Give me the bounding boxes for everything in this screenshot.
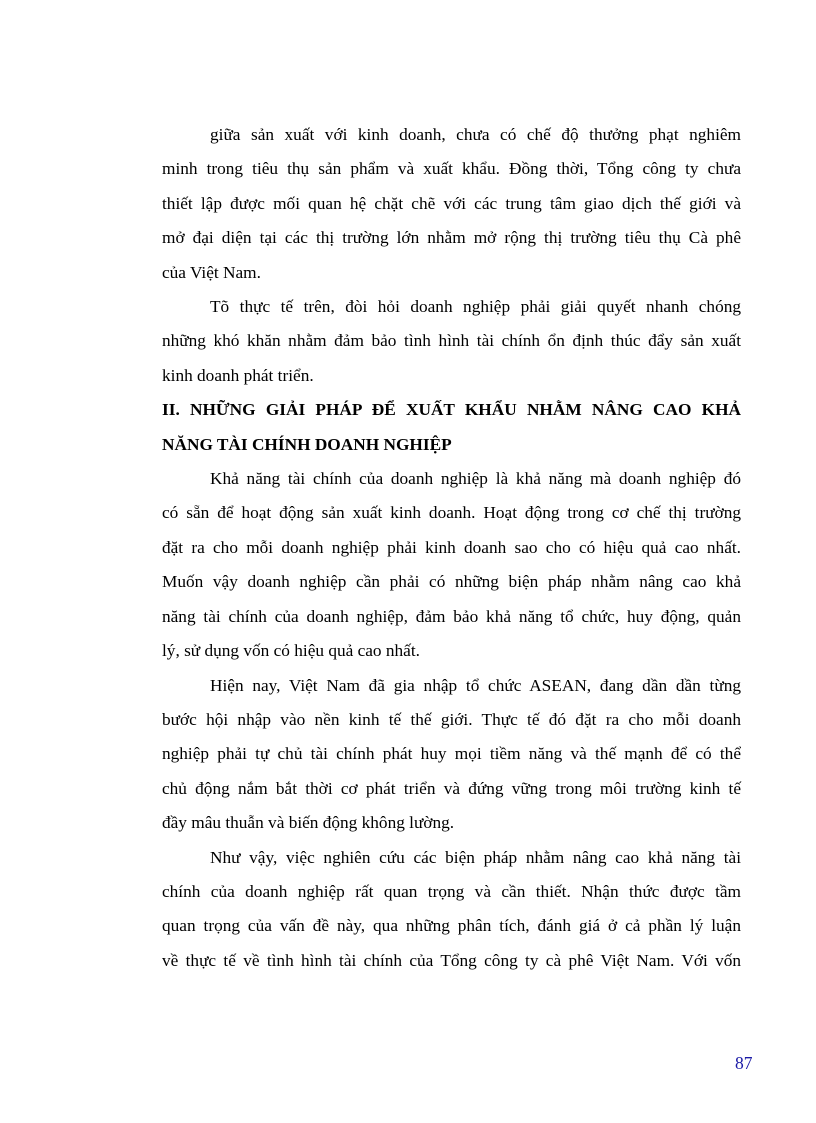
text-line: minh trong tiêu thụ sản phẩm và xuất khẩu. Đồng thời, Tổng công ty chưa — [162, 159, 741, 179]
text-line: Muốn vậy doanh nghiệp cần phải có những biện pháp nhằm nâng cao khả — [162, 572, 741, 592]
text-line: về thực tế về tình hình tài chính của Tổng công ty cà phê Việt Nam. Với vốn — [162, 950, 741, 970]
text-line: kinh doanh phát triển. — [162, 365, 314, 385]
heading-line: II. NHỮNG GIẢI PHÁP ĐỂ XUẤT KHẨU NHẰM NÂNG CAO KHẢ — [162, 400, 741, 420]
text-line: những khó khăn nhằm đảm bảo tình hình tài chính ổn định thúc đẩy sản xuất — [162, 331, 741, 351]
paragraph — [162, 841, 741, 979]
text-line: năng tài chính của doanh nghiệp, đảm bảo khả năng tổ chức, huy động, quản — [162, 606, 741, 626]
text-line: có sẵn để hoạt động sản xuất kinh doanh. Hoạt động trong cơ chế thị trường — [162, 503, 741, 523]
text-line: Khả năng tài chính của doanh nghiệp là khả năng mà doanh nghiệp đó — [210, 469, 741, 489]
paragraph — [162, 669, 741, 841]
paragraph — [162, 290, 741, 393]
text-line: đầy mâu thuẫn và biến động không lường. — [162, 813, 455, 833]
text-line: lý, sử dụng vốn có hiệu quả cao nhất. — [162, 641, 420, 661]
text-line: quan trọng của vấn đề này, qua những phân tích, đánh giá ở cả phần lý luận — [162, 916, 741, 936]
text-line: nghiệp phải tự chủ tài chính phát huy mọi tiềm năng và thế mạnh để có thể — [162, 744, 741, 764]
text-line: giữa sản xuất với kinh doanh, chưa có chế độ thưởng phạt nghiêm — [210, 125, 741, 144]
text-line: Tõ thực tế trên, đòi hỏi doanh nghiệp phải giải quyết nhanh chóng — [210, 297, 741, 317]
document-body — [162, 118, 741, 978]
text-line: Như vậy, việc nghiên cứu các biện pháp nhằm nâng cao khả năng tài — [210, 847, 741, 867]
text-line: mở đại diện tại các thị trường lớn nhằm mở rộng thị trường tiêu thụ Cà phê — [162, 228, 741, 248]
text-line: Hiện nay, Việt Nam đã gia nhập tổ chức ASEAN, đang dần dần từng — [210, 675, 741, 695]
page-number: 87 — [735, 1053, 753, 1073]
text-line: chính của doanh nghiệp rất quan trọng và cần thiết. Nhận thức được tầm — [162, 881, 741, 901]
text-line: bước hội nhập vào nền kinh tế thế giới. Thực tế đó đặt ra cho mỗi doanh — [162, 709, 741, 729]
heading-line: NĂNG TÀI CHÍNH DOANH NGHIỆP — [162, 434, 452, 454]
paragraph — [162, 462, 741, 668]
text-line: chủ động nắm bắt thời cơ phát triển và đứng vững trong môi trường kinh tế — [162, 778, 741, 798]
text-line: của Việt Nam. — [162, 262, 261, 282]
text-line: thiết lập được mối quan hệ chặt chẽ với các trung tâm giao dịch thế giới và — [162, 193, 741, 213]
paragraph-continuation — [162, 118, 741, 290]
section-heading — [162, 393, 741, 462]
text-line: đặt ra cho mỗi doanh nghiệp phải kinh doanh sao cho có hiệu quả cao nhất. — [162, 537, 741, 557]
